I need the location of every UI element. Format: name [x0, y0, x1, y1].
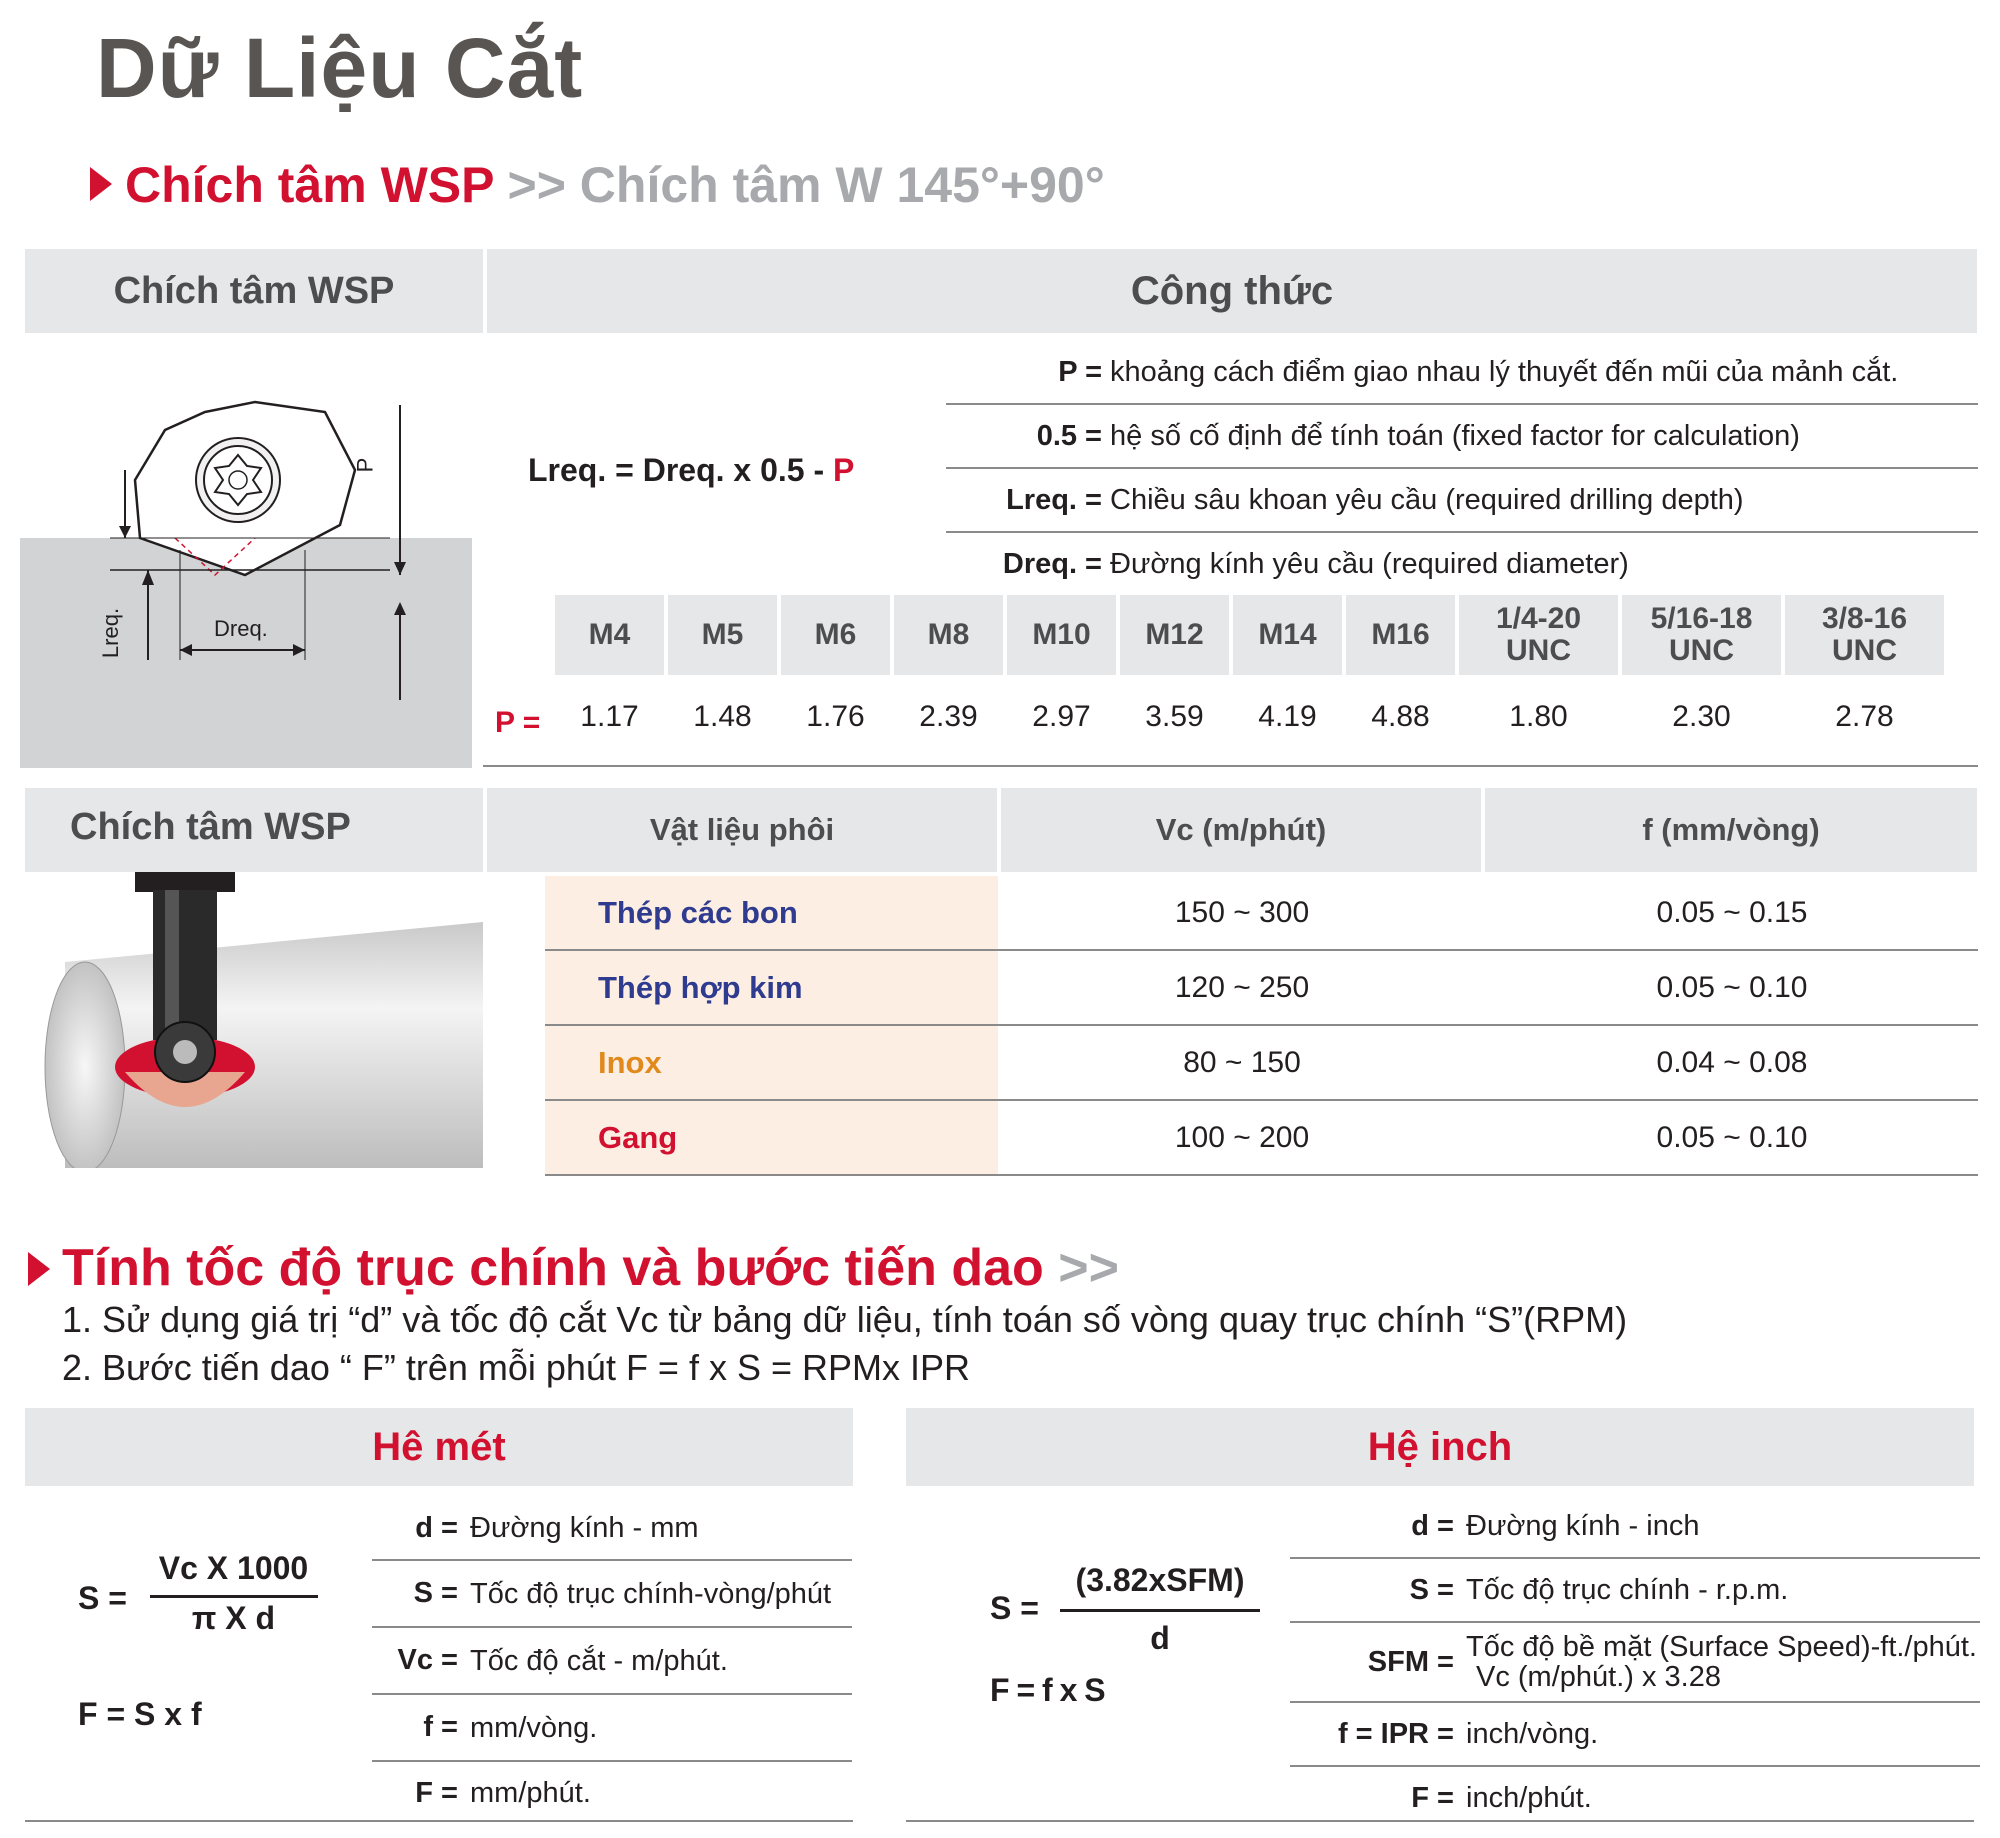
size-header-cell: [781, 595, 890, 675]
metric-definition-row: [372, 1694, 852, 1761]
size-p-value: 1.76: [806, 700, 865, 733]
size-label-unit: UNC: [1832, 634, 1897, 667]
diagram-label-lreq: Lreq.: [98, 607, 124, 659]
material-row-rule: [545, 1174, 1978, 1176]
metric-bottom-rule: [25, 1820, 853, 1822]
metric-numerator: Vc X 1000: [158, 1550, 309, 1586]
material-column-header: Vc (m/phút): [1001, 788, 1481, 872]
metric-f-formula: F = S x f: [78, 1696, 202, 1732]
inch-definition-desc: Tốc độ bề mặt (Surface Speed)-ft./phút.: [1466, 1631, 1977, 1663]
inch-definition-key: S =: [1409, 1573, 1454, 1606]
formula-right-header: Công thức: [487, 249, 1977, 333]
section2-marker-icon: [28, 1252, 50, 1286]
size-label: M16: [1371, 618, 1430, 651]
metric-definition-desc: Tốc độ cắt - m/phút.: [470, 1644, 728, 1677]
size-label: 3/8-16: [1821, 602, 1908, 635]
material-f-cell: 0.05 ~ 0.10: [1656, 1120, 1808, 1154]
material-column-header: Vật liệu phôi: [487, 788, 997, 872]
metric-definition-desc: mm/phút.: [470, 1777, 591, 1809]
inch-definition-desc: Đường kính - inch: [1466, 1510, 1700, 1542]
material-name-cell: Thép các bon: [545, 876, 998, 949]
material-column-header: f (mm/vòng): [1485, 788, 1977, 872]
size-label: M14: [1258, 618, 1317, 651]
inch-bottom-rule: [906, 1820, 1974, 1822]
metric-s-label: S =: [78, 1580, 127, 1616]
size-label: M6: [814, 618, 857, 651]
inch-definition-desc: inch/vòng.: [1466, 1718, 1599, 1750]
size-label: M12: [1145, 618, 1204, 651]
size-header-cell: [1233, 595, 1342, 675]
size-header-cell: [1120, 595, 1229, 675]
size-header-cell: [668, 595, 777, 675]
size-label: 5/16-18: [1650, 602, 1753, 635]
size-header-cell: [894, 595, 1003, 675]
equation-text: Lreq. = Dreq. x 0.5 -: [528, 452, 833, 488]
size-p-value: 1.80: [1509, 700, 1568, 733]
inch-definition-desc: Tốc độ trục chính - r.p.m.: [1466, 1574, 1789, 1606]
size-p-value: 1.48: [693, 700, 752, 733]
size-header-cell: [1007, 595, 1116, 675]
diagram-label-dreq: Dreq.: [214, 616, 268, 641]
inch-definition-desc-2: Vc (m/phút.) x 3.28: [1476, 1661, 1721, 1693]
metric-denominator: π X d: [191, 1600, 276, 1636]
formula-definition-row: [946, 340, 1978, 404]
section1-heading: [125, 156, 1105, 214]
inch-definition-row: [1290, 1702, 1980, 1766]
size-p-value: 4.88: [1371, 700, 1430, 733]
section2-heading: [62, 1238, 1119, 1298]
page-title: Dữ Liệu Cắt: [96, 21, 584, 115]
inch-definition-row: [1290, 1622, 1980, 1702]
metric-definition-desc-wrap: [470, 1646, 728, 1676]
metric-definition-desc-wrap: [470, 1513, 699, 1543]
material-left-header: Chích tâm WSP: [25, 788, 483, 872]
formula-definition-desc: khoảng cách điểm giao nhau lý thuyết đến mũi của mảnh cắt.: [1110, 355, 1899, 388]
diagram-label-p: P: [352, 457, 378, 473]
size-p-value: 4.19: [1258, 700, 1317, 733]
formula-definition-desc: hệ số cố định để tính toán (fixed factor for calculation): [1110, 419, 1800, 452]
size-label-unit: UNC: [1669, 634, 1734, 667]
size-p-value: 2.30: [1672, 700, 1731, 733]
material-vc-cell: 150 ~ 300: [1174, 895, 1310, 929]
inch-definition-desc-wrap: [1466, 1511, 1699, 1541]
inch-definition-key: f = IPR =: [1337, 1717, 1454, 1750]
inch-definition-desc-wrap: [1466, 1719, 1598, 1749]
material-name-cell: Gang: [545, 1101, 998, 1174]
size-p-value: 2.97: [1032, 700, 1091, 733]
inch-fraction-bar: [1060, 1609, 1260, 1612]
metric-definition-row: [372, 1560, 852, 1627]
inch-definition-row: [1290, 1558, 1980, 1622]
inch-definition-key: SFM =: [1367, 1645, 1454, 1678]
size-p-value: 2.78: [1835, 700, 1894, 733]
metric-definition-desc: mm/vòng.: [470, 1711, 598, 1744]
metric-definition-key: f =: [423, 1711, 458, 1743]
formula-definition-row: [946, 404, 1978, 468]
size-label-unit: UNC: [1506, 634, 1571, 667]
inch-header: Hệ inch: [906, 1408, 1974, 1486]
formula-definition-desc: Chiều sâu khoan yêu cầu (required drilling depth): [1110, 483, 1744, 516]
section-marker-icon: [90, 167, 112, 201]
material-vc-cell: 120 ~ 250: [1174, 970, 1310, 1004]
metric-definition-row: [372, 1627, 852, 1694]
metric-definition-row: [372, 1761, 852, 1825]
metric-definition-key: S =: [413, 1577, 458, 1609]
size-header-cell: [1622, 595, 1781, 675]
section1-subtitle: >> Chích tâm W 145°+90°: [507, 157, 1105, 213]
metric-definition-desc-wrap: [470, 1778, 591, 1808]
inch-definition-desc: inch/phút.: [1466, 1782, 1592, 1814]
inch-definition-row: [1290, 1494, 1980, 1558]
metric-fraction-bar: [150, 1595, 318, 1598]
size-p-value: 1.17: [580, 700, 639, 733]
material-name-cell: Thép hợp kim: [545, 951, 998, 1024]
material-name-cell: Inox: [545, 1026, 998, 1099]
metric-definition-key: F =: [415, 1776, 458, 1809]
material-vc-cell: 100 ~ 200: [1174, 1120, 1310, 1154]
section2-arrows: >>: [1058, 1239, 1119, 1297]
milling-image: [25, 872, 483, 1168]
section1-title: Chích tâm WSP: [125, 157, 494, 213]
material-column-headers: [487, 788, 1977, 872]
metric-definition-desc-wrap: [470, 1713, 597, 1743]
metric-definition-key: Vc =: [397, 1644, 458, 1676]
size-header-cell: [1785, 595, 1944, 675]
size-header-cell: [555, 595, 664, 675]
formula-definition-key: 0.5 =: [1036, 419, 1102, 452]
metric-definition-desc: Đường kính - mm: [470, 1512, 699, 1544]
formula-definition-key: Dreq. =: [1002, 547, 1102, 580]
metric-definition-desc: Tốc độ trục chính-vòng/phút: [470, 1577, 832, 1610]
section2-title: Tính tốc độ trục chính và bước tiến dao: [62, 1239, 1044, 1297]
size-p-value: 3.59: [1145, 700, 1204, 733]
formula-definition-row: [946, 532, 1978, 596]
formula-definition-desc: Đường kính yêu cầu (required diameter): [1110, 547, 1629, 580]
size-label: M5: [701, 618, 744, 651]
size-label: M4: [588, 618, 631, 651]
inch-definition-key: d =: [1411, 1509, 1454, 1542]
size-label: M10: [1032, 618, 1091, 651]
inch-numerator: (3.82xSFM): [1075, 1562, 1245, 1598]
size-table-bottom-rule: [483, 765, 1978, 767]
formula-definition-row: [946, 468, 1978, 532]
formula-definition-key: Lreq. =: [1006, 483, 1102, 516]
p-row-label: P =: [495, 706, 541, 739]
material-f-cell: 0.04 ~ 0.08: [1656, 1045, 1808, 1079]
section2-line2: 2. Bước tiến dao “ F” trên mỗi phút F = f x S = RPMx IPR: [62, 1347, 971, 1388]
inch-s-label: S =: [990, 1590, 1039, 1626]
section2-line1: 1. Sử dụng giá trị “d” và tốc độ cắt Vc từ bảng dữ liệu, tính toán số vòng quay trục chính “S”(RPM): [62, 1299, 1628, 1340]
equation-p: P: [833, 452, 855, 488]
size-header-cell: [1346, 595, 1455, 675]
metric-header: Hê mét: [25, 1408, 853, 1486]
metric-definition-row: [372, 1496, 852, 1560]
material-vc-cell: 80 ~ 150: [1183, 1045, 1301, 1079]
inch-definition-key: F =: [1411, 1781, 1454, 1814]
size-header-cell: [1459, 595, 1618, 675]
size-label: M8: [927, 618, 970, 651]
inch-definition-desc-wrap: [1466, 1632, 1977, 1692]
metric-definition-desc-wrap: [470, 1579, 831, 1609]
inch-definition-desc-wrap: [1466, 1575, 1788, 1605]
material-f-cell: 0.05 ~ 0.10: [1656, 970, 1808, 1004]
inch-f-formula: F = f x S: [990, 1672, 1106, 1708]
size-label: 1/4-20: [1495, 602, 1582, 635]
inch-denominator: d: [1150, 1620, 1170, 1656]
material-f-cell: 0.05 ~ 0.15: [1656, 895, 1808, 929]
formula-left-header: Chích tâm WSP: [25, 249, 483, 333]
inch-definition-desc-wrap: [1466, 1783, 1592, 1813]
metric-definition-key: d =: [415, 1511, 458, 1544]
drilling-equation: [528, 452, 854, 489]
formula-definition-key: P =: [1058, 355, 1102, 388]
insert-diagram: [20, 340, 472, 768]
size-p-value: 2.39: [919, 700, 978, 733]
